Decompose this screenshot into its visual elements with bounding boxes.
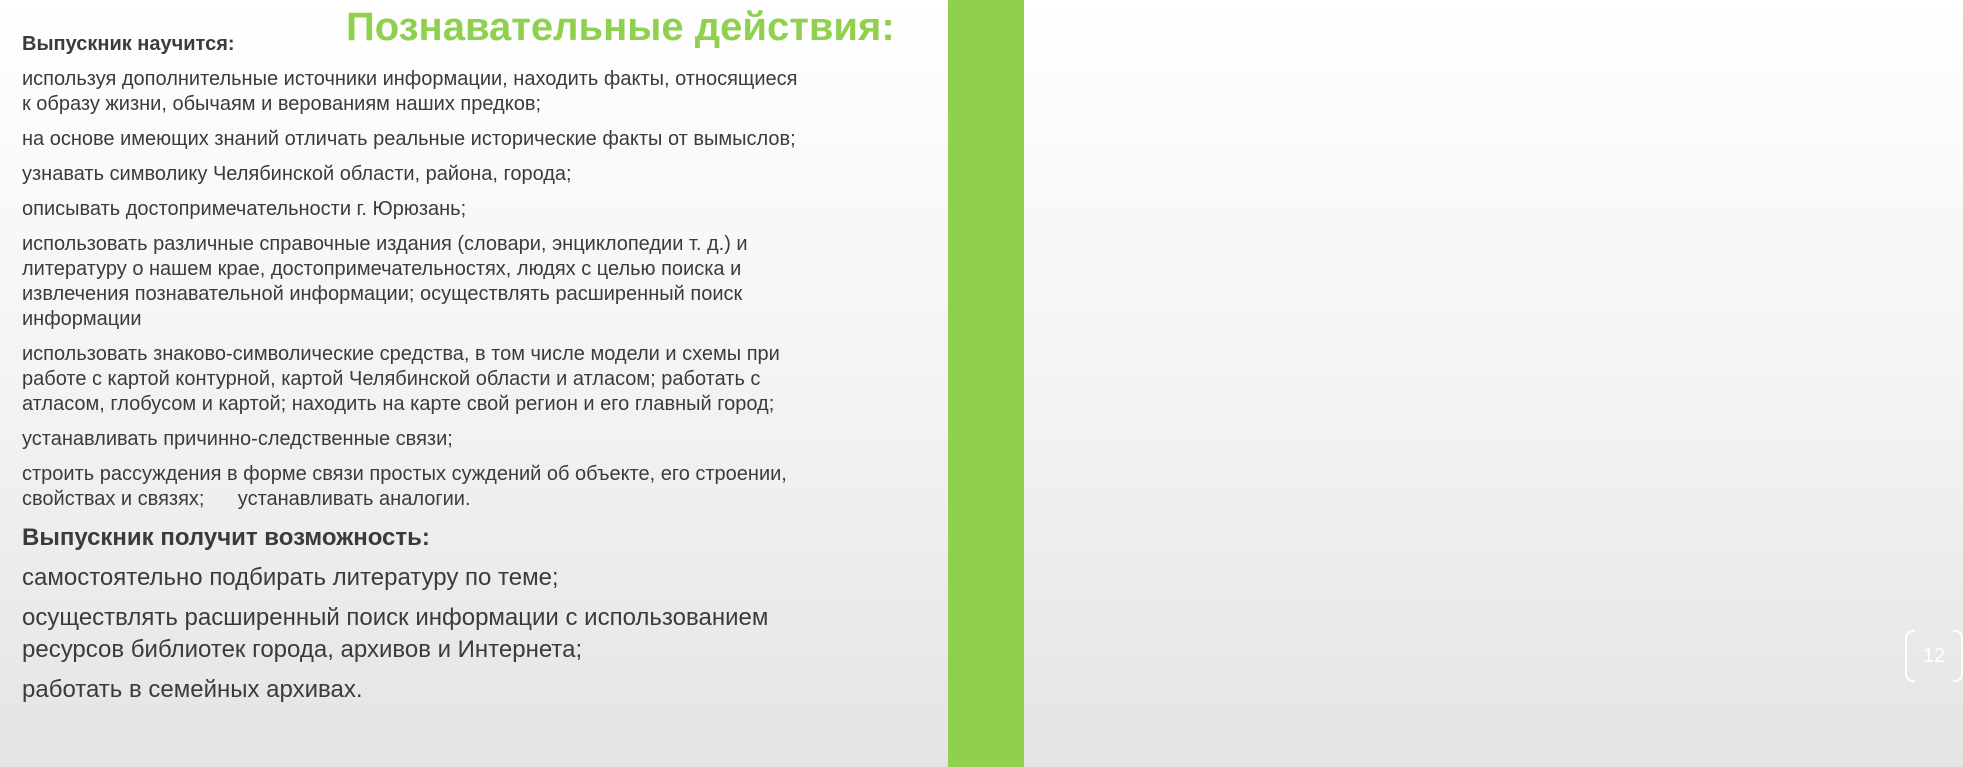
page-number-badge xyxy=(1905,630,1963,682)
right-brace-icon xyxy=(1953,630,1963,682)
learn-item: устанавливать причинно-следственные связи; xyxy=(22,428,453,450)
opportunity-item: самостоятельно подбирать литературу по теме; xyxy=(22,564,559,591)
opportunity-list xyxy=(22,562,1022,706)
learn-item: строить рассуждения в форме связи простых суждений об объекте, его строении, свойствах и связях; устанавливать аналогии. xyxy=(22,463,787,510)
learn-item: на основе имеющих знаний отличать реальные исторические факты от вымыслов; xyxy=(22,128,796,150)
learn-item: используя дополнительные источники информации, находить факты, относящиеся к образу жизни, обычаям и верованиям наших предков; xyxy=(22,68,798,115)
page-number: 12 xyxy=(1922,645,1946,667)
learn-list xyxy=(22,67,1022,512)
slide-content xyxy=(22,24,1022,714)
section-heading-opportunity: Выпускник получит возможность: xyxy=(22,524,430,551)
slide-title: Познавательные действия: xyxy=(346,5,895,49)
learn-item: описывать достопримечательности г. Юрюзань; xyxy=(22,198,467,220)
left-brace-icon xyxy=(1905,630,1915,682)
opportunity-item: осуществлять расширенный поиск информации с использованием ресурсов библиотек города, архивов и Интернета; xyxy=(22,604,769,663)
learn-item: использовать различные справочные издания (словари, энциклопедии т. д.) и литературу о нашем крае, достопримечательностях, людях с целью поиска и извлечения познавательной информации; осуществлять расширенный поиск информации xyxy=(22,233,748,330)
section-heading-learn: Выпускник научится: xyxy=(22,33,235,55)
opportunity-item: работать в семейных архивах. xyxy=(22,676,363,703)
learn-item: узнавать символику Челябинской области, района, города; xyxy=(22,163,572,185)
learn-item: использовать знаково-символические средства, в том числе модели и схемы при работе с картой контурной, картой Челябинской области и атласом; работать с атласом, глобусом и картой; находить на карте свой регион и его главный город; xyxy=(22,343,780,415)
